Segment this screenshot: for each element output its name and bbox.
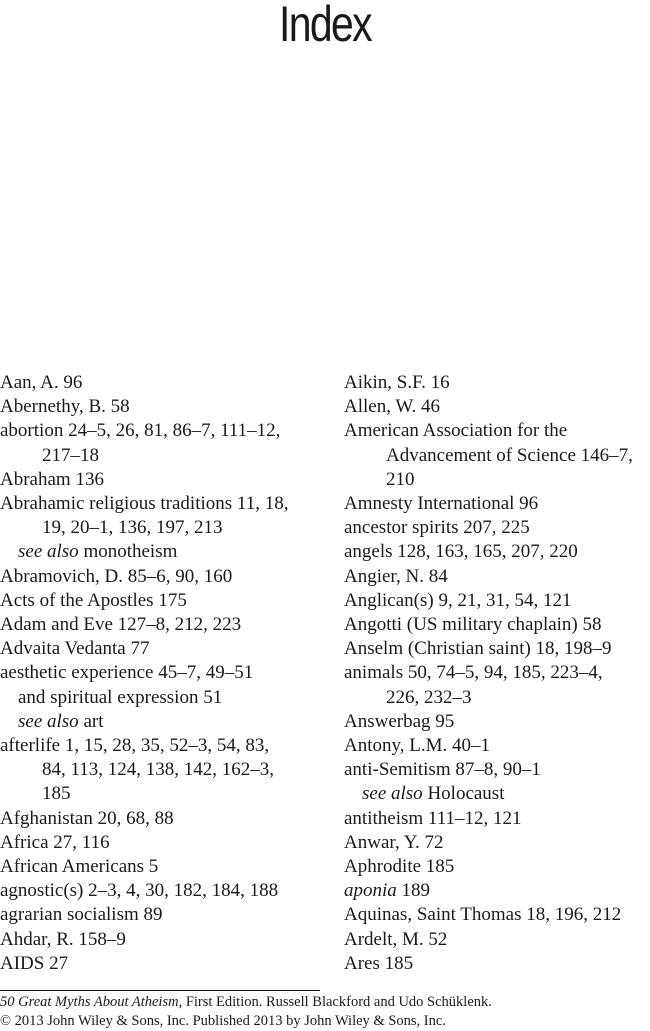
index-entry-text: Africa 27, 116: [0, 831, 110, 853]
index-entry-text: Aphrodite 185: [344, 856, 455, 878]
see-also-label: see also: [18, 710, 79, 732]
index-entry: [344, 928, 650, 952]
index-entry-continuation: 210: [386, 468, 415, 490]
index-entry: [0, 734, 335, 807]
index-entry: [344, 734, 650, 758]
index-entry-text: Aikin, S.F. 16: [344, 372, 450, 393]
index-entry-text: Aquinas, Saint Thomas 18, 196, 212: [344, 904, 622, 926]
index-entry: [344, 903, 650, 927]
index-entry-text: American Association for the: [344, 420, 568, 442]
index-entry: [344, 565, 650, 589]
index-entry: [0, 661, 335, 685]
index-entry: [0, 613, 335, 637]
index-entry: [0, 589, 335, 613]
index-entry: [0, 831, 335, 855]
index-entry-text: antitheism 111–12, 121: [344, 807, 522, 829]
index-entry-text: Acts of the Apostles 175: [0, 589, 187, 611]
index-entry: [344, 661, 650, 709]
index-entry-text: Amnesty International 96: [344, 493, 539, 515]
index-entry-text: Ardelt, M. 52: [344, 928, 448, 950]
index-entry-continuation: 226, 232–3: [386, 686, 472, 708]
index-entry-text: Ahdar, R. 158–9: [0, 928, 126, 950]
index-entry-text: angels 128, 163, 165, 207, 220: [344, 541, 578, 563]
see-also-label: see also: [18, 541, 79, 563]
index-entry-text: Adam and Eve 127–8, 212, 223: [0, 614, 242, 636]
index-entry-text: Abernethy, B. 58: [0, 396, 130, 418]
index-entry: [0, 565, 335, 589]
index-entry-text: Answerbag 95: [344, 710, 455, 732]
index-entry-text: Allen, W. 46: [344, 396, 441, 418]
index-entry: [0, 468, 335, 492]
index-entry-text: aesthetic experience 45–7, 49–51: [0, 662, 254, 684]
index-entry: [0, 903, 335, 927]
index-entry-text: Antony, L.M. 40–1: [344, 735, 491, 757]
index-entry: [344, 710, 650, 734]
index-entry-text: abortion 24–5, 26, 81, 86–7, 111–12,: [0, 420, 281, 442]
index-entry: [344, 419, 650, 492]
page-title: Index: [278, 0, 372, 52]
index-entry: [344, 371, 650, 395]
index-entry: [344, 637, 650, 661]
index-entry-text: art: [83, 710, 104, 732]
index-entry-text: agnostic(s) 2–3, 4, 30, 182, 184, 188: [0, 880, 279, 902]
book-title: 50 Great Myths About Atheism: [0, 994, 179, 1010]
index-entry-text: Abraham 136: [0, 468, 104, 490]
index-entry-text: Holocaust: [427, 783, 505, 805]
index-entry-text: AIDS 27: [0, 952, 69, 974]
footnote-line-1: [0, 993, 650, 1012]
index-entry-text: monotheism: [83, 541, 178, 563]
index-entry: [344, 589, 650, 613]
index-entry-text: Ares 185: [344, 952, 414, 974]
index-entry: [0, 395, 335, 419]
index-entry-text: anti-Semitism 87–8, 90–1: [344, 759, 541, 781]
index-entry-text: Abramovich, D. 85–6, 90, 160: [0, 565, 233, 587]
footnote-edition: , First Edition. Russell Blackford and Udo Schüklenk.: [178, 994, 492, 1010]
index-entry-text: afterlife 1, 15, 28, 35, 52–3, 54, 83,: [0, 735, 270, 757]
index-entry-text: African Americans 5: [0, 856, 159, 878]
index-entry-text: Angier, N. 84: [344, 565, 448, 587]
index-entry-text: Aan, A. 96: [0, 372, 83, 393]
index-entry: [0, 807, 335, 831]
index-entry-text: ancestor spirits 207, 225: [344, 517, 530, 539]
index-entry: [344, 879, 650, 903]
index-entry-text: Anselm (Christian saint) 18, 198–9: [344, 638, 612, 660]
index-entry: [344, 395, 650, 419]
index-subentry: [0, 540, 335, 564]
index-entry: [344, 540, 650, 564]
index-entry: [344, 613, 650, 637]
index-subentry: [0, 686, 335, 710]
footnote-rule: [0, 990, 320, 991]
index-entry-text: agrarian socialism 89: [0, 904, 163, 926]
index-entry: [0, 419, 335, 467]
index-entry: [344, 492, 650, 516]
footnote: [0, 993, 650, 1031]
index-entry-text: Anglican(s) 9, 21, 31, 54, 121: [344, 589, 572, 611]
index-entry: [0, 371, 335, 395]
index-entry: [344, 952, 650, 976]
index-entry-text: Anwar, Y. 72: [344, 831, 444, 853]
index-subentry: [344, 782, 650, 806]
index-entry-continuation: 84, 113, 124, 138, 142, 162–3,: [42, 759, 275, 781]
index-entry: [0, 637, 335, 661]
index-entry: [344, 855, 650, 879]
index-entry-text: Angotti (US military chaplain) 58: [344, 614, 602, 636]
index-entry-text: Afghanistan 20, 68, 88: [0, 807, 174, 829]
index-entry: [0, 928, 335, 952]
see-also-label: see also: [362, 783, 423, 805]
index-entry-continuation: Advancement of Science 146–7,: [386, 444, 633, 466]
index-entry-text: animals 50, 74–5, 94, 185, 223–4,: [344, 662, 603, 684]
index-entry-text: Advaita Vedanta 77: [0, 638, 150, 660]
index-entry-text: and spiritual expression 51: [18, 686, 223, 708]
index-entry: [0, 952, 335, 976]
index-entry: [0, 492, 335, 540]
index-entry: [344, 831, 650, 855]
index-entry-continuation: 19, 20–1, 136, 197, 213: [42, 517, 223, 539]
index-entry-text: 189: [401, 880, 431, 902]
index-entry: [344, 758, 650, 782]
index-term-italic: aponia: [344, 880, 397, 902]
index-subentry: [0, 710, 335, 734]
index-entry-continuation: 185: [42, 783, 71, 805]
index-entry: [0, 879, 335, 903]
index-column-left: [0, 371, 335, 976]
index-entry-text: Abrahamic religious traditions 11, 18,: [0, 493, 289, 515]
index-entry-continuation: 217–18: [42, 444, 99, 466]
index-entry: [344, 516, 650, 540]
index-entry: [344, 807, 650, 831]
footnote-line-2: © 2013 John Wiley & Sons, Inc. Published 2013 by John Wiley & Sons, Inc.: [0, 1013, 446, 1029]
index-entry: [0, 855, 335, 879]
index-column-right: [344, 371, 650, 976]
